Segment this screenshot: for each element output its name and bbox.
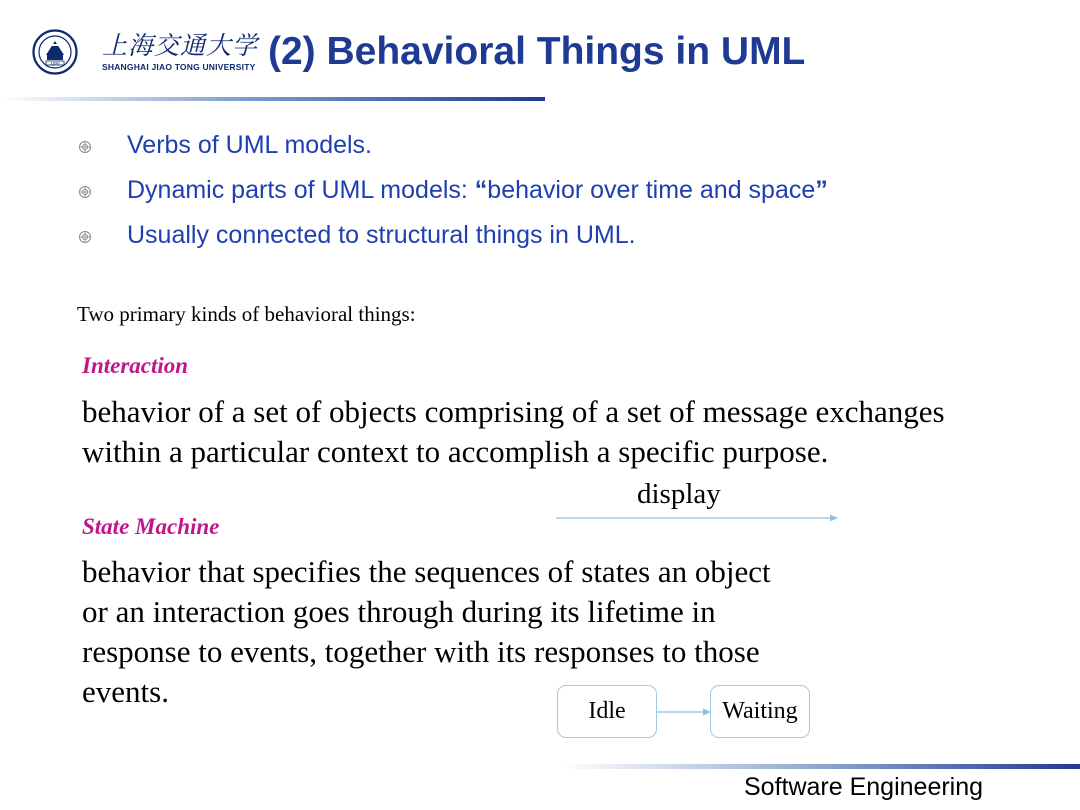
bullet-icon <box>78 185 92 199</box>
definition-interaction: behavior of a set of objects comprising of a set of message exchanges within a particular context to accomplish a specific purpose. <box>82 394 945 469</box>
close-quote: ” <box>815 176 828 204</box>
university-name-en: SHANGHAI JIAO TONG UNIVERSITY <box>102 62 256 72</box>
message-arrow-icon <box>556 512 846 526</box>
bullet-item <box>78 173 978 218</box>
bullet-item <box>78 218 978 263</box>
state-idle: Idle <box>557 685 657 738</box>
title-underline <box>0 97 545 101</box>
term-state-machine: State Machine <box>82 514 220 539</box>
transition-arrow-icon <box>657 705 713 719</box>
university-seal-icon <box>32 29 78 75</box>
university-name-cn: 上海交通大学 <box>102 31 259 60</box>
footer-rule <box>560 764 1080 769</box>
bullet-text: Verbs of UML models. <box>127 131 373 159</box>
intro-text: Two primary kinds of behavioral things: <box>77 302 416 326</box>
bullet-text: Usually connected to structural things in UML. <box>127 221 636 249</box>
slide-title: (2) Behavioral Things in UML <box>268 30 806 73</box>
bullet-text <box>127 176 828 205</box>
bullet-list <box>78 128 978 263</box>
quoted-phrase: behavior over time and space <box>487 176 816 204</box>
bullet-icon <box>78 230 92 244</box>
bullet-icon <box>78 140 92 154</box>
bullet-text-lead: Dynamic parts of UML models: <box>127 176 475 204</box>
message-label: display <box>637 478 721 510</box>
term-interaction: Interaction <box>82 353 189 378</box>
bullet-item <box>78 128 978 173</box>
footer-text: Software Engineering <box>744 773 984 801</box>
seal-year: 1896 <box>50 61 60 66</box>
open-quote: “ <box>474 176 488 204</box>
definition-state-machine: behavior that specifies the sequences of states an object or an interaction goes through during its lifetime in response to events, together with its responses to those events. <box>82 554 771 709</box>
state-waiting: Waiting <box>710 685 810 738</box>
